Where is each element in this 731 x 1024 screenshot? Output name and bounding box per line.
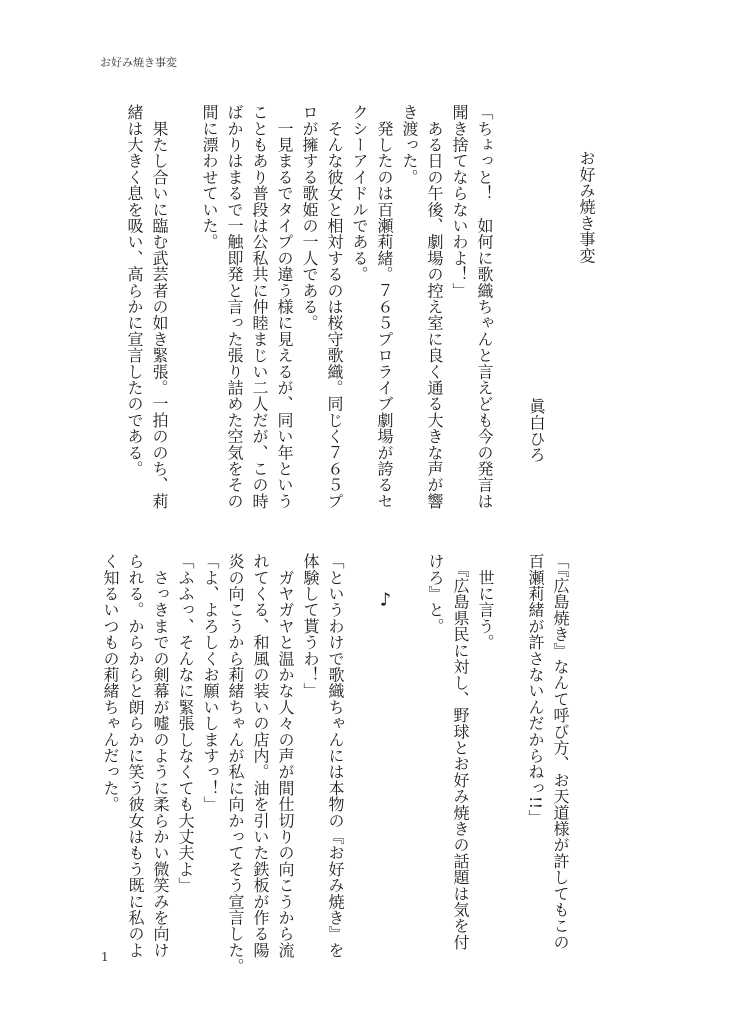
scene-break-music-note: ♪ [375,553,396,611]
story-author: 眞白ひろ [527,398,546,463]
page-number: 1 [101,950,109,964]
running-header-title: お好み焼き事変 [100,56,177,69]
text-line: 炎の向こうから莉緒ちゃんが私に向かってそう宣言した。 [226,553,245,975]
text-line: ある日の午後、劇場の控え室に良く通る大きな声が響 [425,104,444,509]
text-line: ばかりはまるで一触即発と言った張り詰めた空気をその [225,104,244,509]
text-line: 果たし合いに臨む武芸者の如き緊張。一拍ののち、莉 [150,104,169,509]
text-line: 『広島県民に対し、野球とお好み焼きの話題は気を付 [451,553,470,950]
text-line: そんな彼女と相対するのは桜守歌織。同じく７６５プ [325,104,344,509]
text-line: ロが擁する歌姫の一人である。 [300,104,319,331]
text-line: こともあり普段は公私共に仲睦まじい二人だが、この時 [250,104,269,509]
text-line: 「というわけで歌織ちゃんには本物の『お好み焼き』を [326,553,345,958]
text-line: られる。からからと朗らかに笑う彼女はもう既に私のよ [126,553,145,958]
text-line: 間に漂わせていた。 [200,104,219,250]
text-line: 一見まるでタイプの違う様に見えるが、同い年という [275,104,294,509]
text-line: クシーアイドルである。 [350,104,369,283]
text-line: ガヤガヤと温かな人々の声が間仕切りの向こうから流 [276,553,295,958]
text-line: き渡った。 [400,104,419,185]
text-line: 百瀬莉緒が許さないんだからねっ!!」 [526,553,545,826]
text-line: 「ふふっ、そんなに緊張しなくても大丈夫よ」 [176,553,195,894]
text-line: 世に言う。 [476,553,495,651]
text-line: れてくる、和風の装いの店内。油を引いた鉄板が作る陽 [251,553,270,958]
text-line: さっきまでの剣幕が嘘のように柔らかい微笑みを向け [151,553,170,958]
story-title: お好み焼き事変 [577,150,596,264]
text-line: 聞き捨てならないわよ！」 [450,104,469,299]
text-line: けろ』と。 [426,553,445,634]
text-line: 「『広島焼き』なんて呼び方、お天道様が許してもこの [551,553,570,950]
text-line: 「よ、よろしくお願いしますっ！」 [201,553,220,813]
text-line: 体験して貰うわ！」 [301,553,320,699]
text-line: 「ちょっと！ 如何に歌織ちゃんと言えども今の発言は [475,104,494,509]
text-line: く知るいつもの莉緒ちゃんだった。 [101,553,120,813]
text-line: 発したのは百瀬莉緒。７６５プロライブ劇場が誇るセ [375,104,394,509]
text-line: 緒は大きく息を吸い、高らかに宣言したのである。 [125,104,144,477]
